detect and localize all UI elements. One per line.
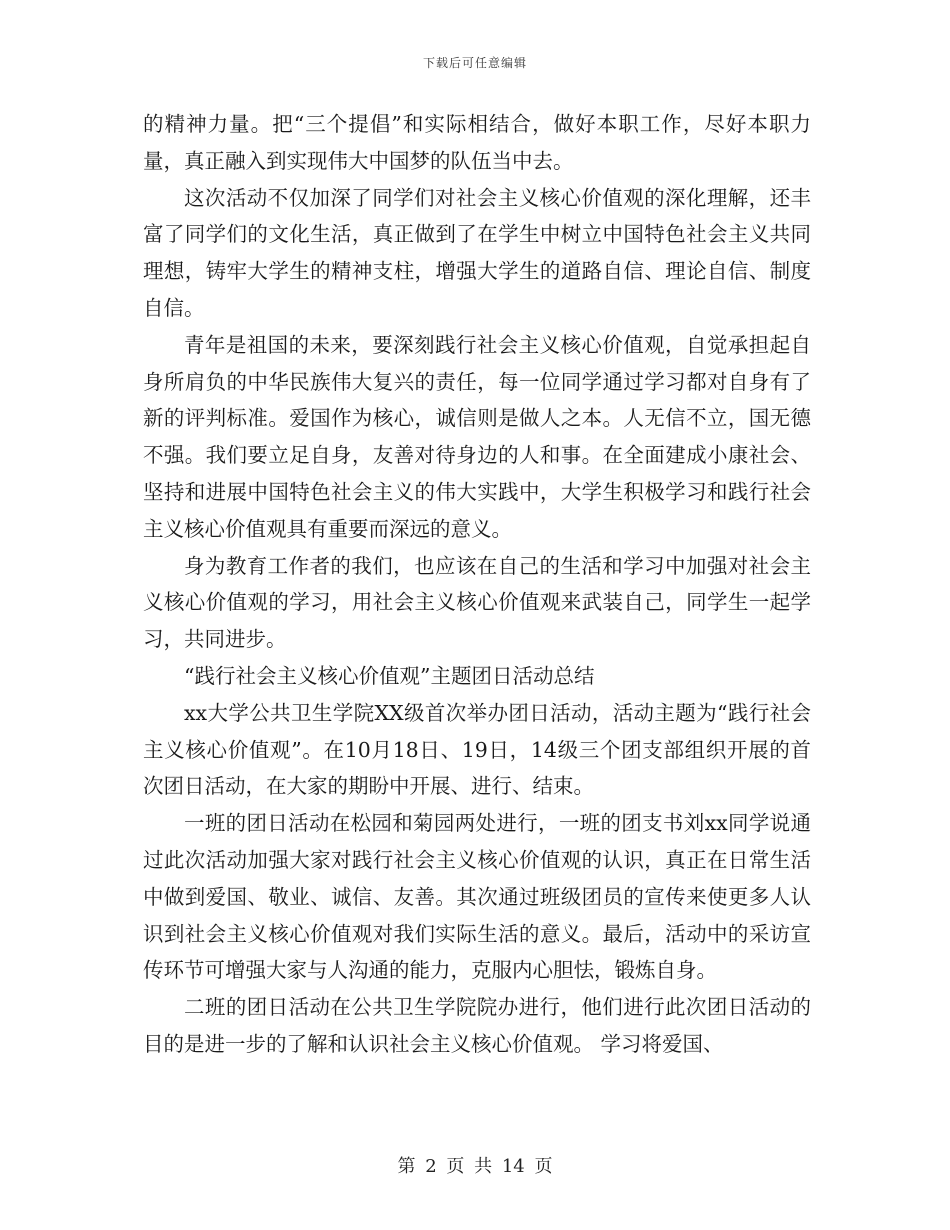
page-number: 第 2 页 共 14 页 bbox=[397, 1156, 553, 1177]
paragraph: 身为教育工作者的我们，也应该在自己的生活和学习中加强对社会主义核心价值观的学习，用社会主义核心价值观来武装自己，同学生一起学习，共同进步。 bbox=[143, 553, 811, 652]
paragraph: 青年是祖国的未来，要深刻践行社会主义核心价值观，自觉承担起自身所肩负的中华民族伟大复兴的责任，每一位同学通过学习都对自身有了新的评判标准。爱国作为核心，诚信则是做人之本。人无信不立，国无德不强。我们要立足自身，友善对待身边的人和事。在全面建成小康社会、坚持和进展中国特色社会主义的伟大实践中，大学生积极学习和践行社会主义核心价值观具有重要而深远的意义。 bbox=[143, 332, 811, 541]
page-header-note: 下载后可任意编辑 bbox=[422, 56, 527, 70]
paragraph: 这次活动不仅加深了同学们对社会主义核心价值观的深化理解，还丰富了同学们的文化生活，真正做到了在学生中树立中国特色社会主义共同理想，铸牢大学生的精神支柱，增强大学生的道路自信、理论自信、制度自信。 bbox=[143, 185, 811, 320]
paragraph: 二班的团日活动在公共卫生学院院办进行，他们进行此次团日活动的目的是进一步的了解和认识社会主义核心价值观。 学习将爱国、 bbox=[143, 995, 811, 1056]
document-body bbox=[143, 106, 811, 1063]
paragraph: 一班的团日活动在松园和菊园两处进行，一班的团支书刘xx同学说通过此次活动加强大家对践行社会主义核心价值观的认识，真正在日常生活中做到爱国、敬业、诚信、友善。其次通过班级团员的宣传来使更多人认识到社会主义核心价值观对我们实际生活的意义。最后，活动中的采访宣传环节可增强大家与人沟通的能力，克服内心胆怯，锻炼自身。 bbox=[143, 811, 811, 983]
paragraph: 的精神力量。把“三个提倡”和实际相结合，做好本职工作，尽好本职力量，真正融入到实现伟大中国梦的队伍当中去。 bbox=[143, 112, 811, 173]
section-title: “践行社会主义核心价值观”主题团日活动总结 bbox=[184, 663, 595, 688]
paragraph: xx大学公共卫生学院XX级首次举办团日活动，活动主题为“践行社会主义核心价值观”。在10月18日、19日，14级三个团支部组织开展的首次团日活动，在大家的期盼中开展、进行、结束。 bbox=[143, 700, 811, 799]
